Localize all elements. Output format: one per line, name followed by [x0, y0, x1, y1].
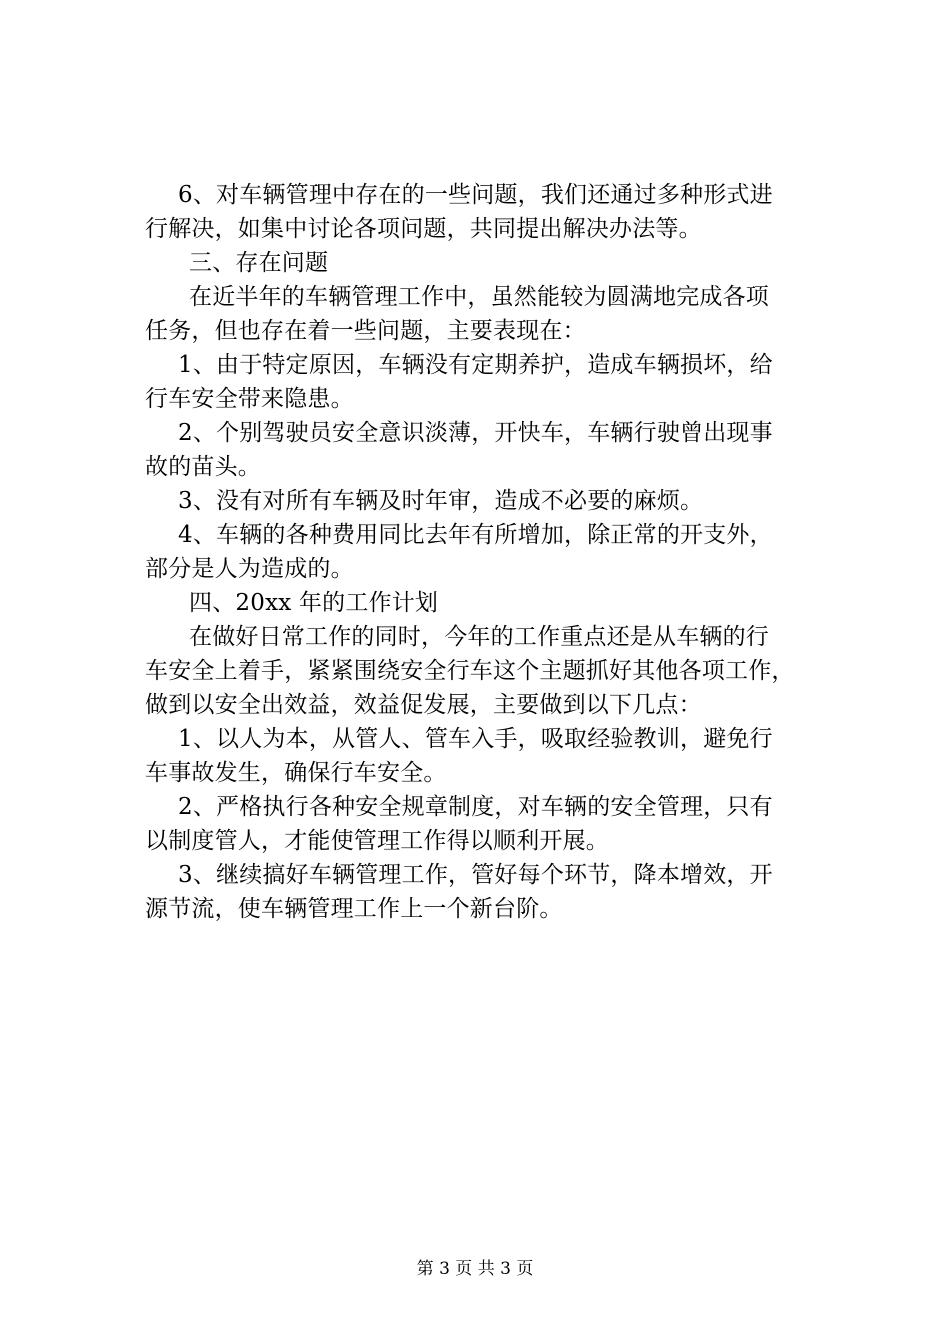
text-line: 1、由于特定原因，车辆没有定期养护，造成车辆损坏，给	[178, 352, 773, 378]
text-line: 在做好日常工作的同时，今年的工作重点还是从车辆的行	[189, 624, 769, 650]
text-line: 3、继续搞好车辆管理工作，管好每个环节，降本增效，开	[178, 862, 773, 888]
text-line: 行解决，如集中讨论各项问题，共同提出解决办法等。	[145, 216, 702, 242]
text-line: 以制度管人，才能使管理工作得以顺利开展。	[145, 828, 609, 854]
text-line: 6、对车辆管理中存在的一些问题，我们还通过多种形式进	[178, 182, 773, 208]
page-footer: 第 3 页 共 3 页	[416, 1259, 534, 1279]
document-body	[145, 178, 835, 926]
text-line: 源节流，使车辆管理工作上一个新台阶。	[145, 896, 563, 922]
text-line: 故的苗头。	[145, 454, 261, 480]
text-line: 三、存在问题	[189, 250, 329, 276]
text-line: 在近半年的车辆管理工作中，虽然能较为圆满地完成各项	[189, 284, 769, 310]
text-line: 做到以安全出效益，效益促发展，主要做到以下几点：	[145, 692, 702, 718]
text-line: 四、20xx 年的工作计划	[189, 590, 439, 616]
text-line: 4、车辆的各种费用同比去年有所增加，除正常的开支外，	[178, 522, 773, 548]
text-line: 3、没有对所有车辆及时年审，造成不必要的麻烦。	[178, 488, 704, 514]
text-line: 1、以人为本，从管人、管车入手，吸取经验教训，避免行	[178, 726, 773, 752]
text-line: 2、个别驾驶员安全意识淡薄，开快车，车辆行驶曾出现事	[178, 420, 773, 446]
text-line: 部分是人为造成的。	[145, 556, 354, 582]
text-line: 行车安全带来隐患。	[145, 386, 354, 412]
text-line: 2、严格执行各种安全规章制度，对车辆的安全管理，只有	[178, 794, 773, 820]
text-line: 车安全上着手，紧紧围绕安全行车这个主题抓好其他各项工作，	[145, 658, 795, 684]
text-line: 任务，但也存在着一些问题，主要表现在：	[145, 318, 586, 344]
text-line: 车事故发生，确保行车安全。	[145, 760, 447, 786]
